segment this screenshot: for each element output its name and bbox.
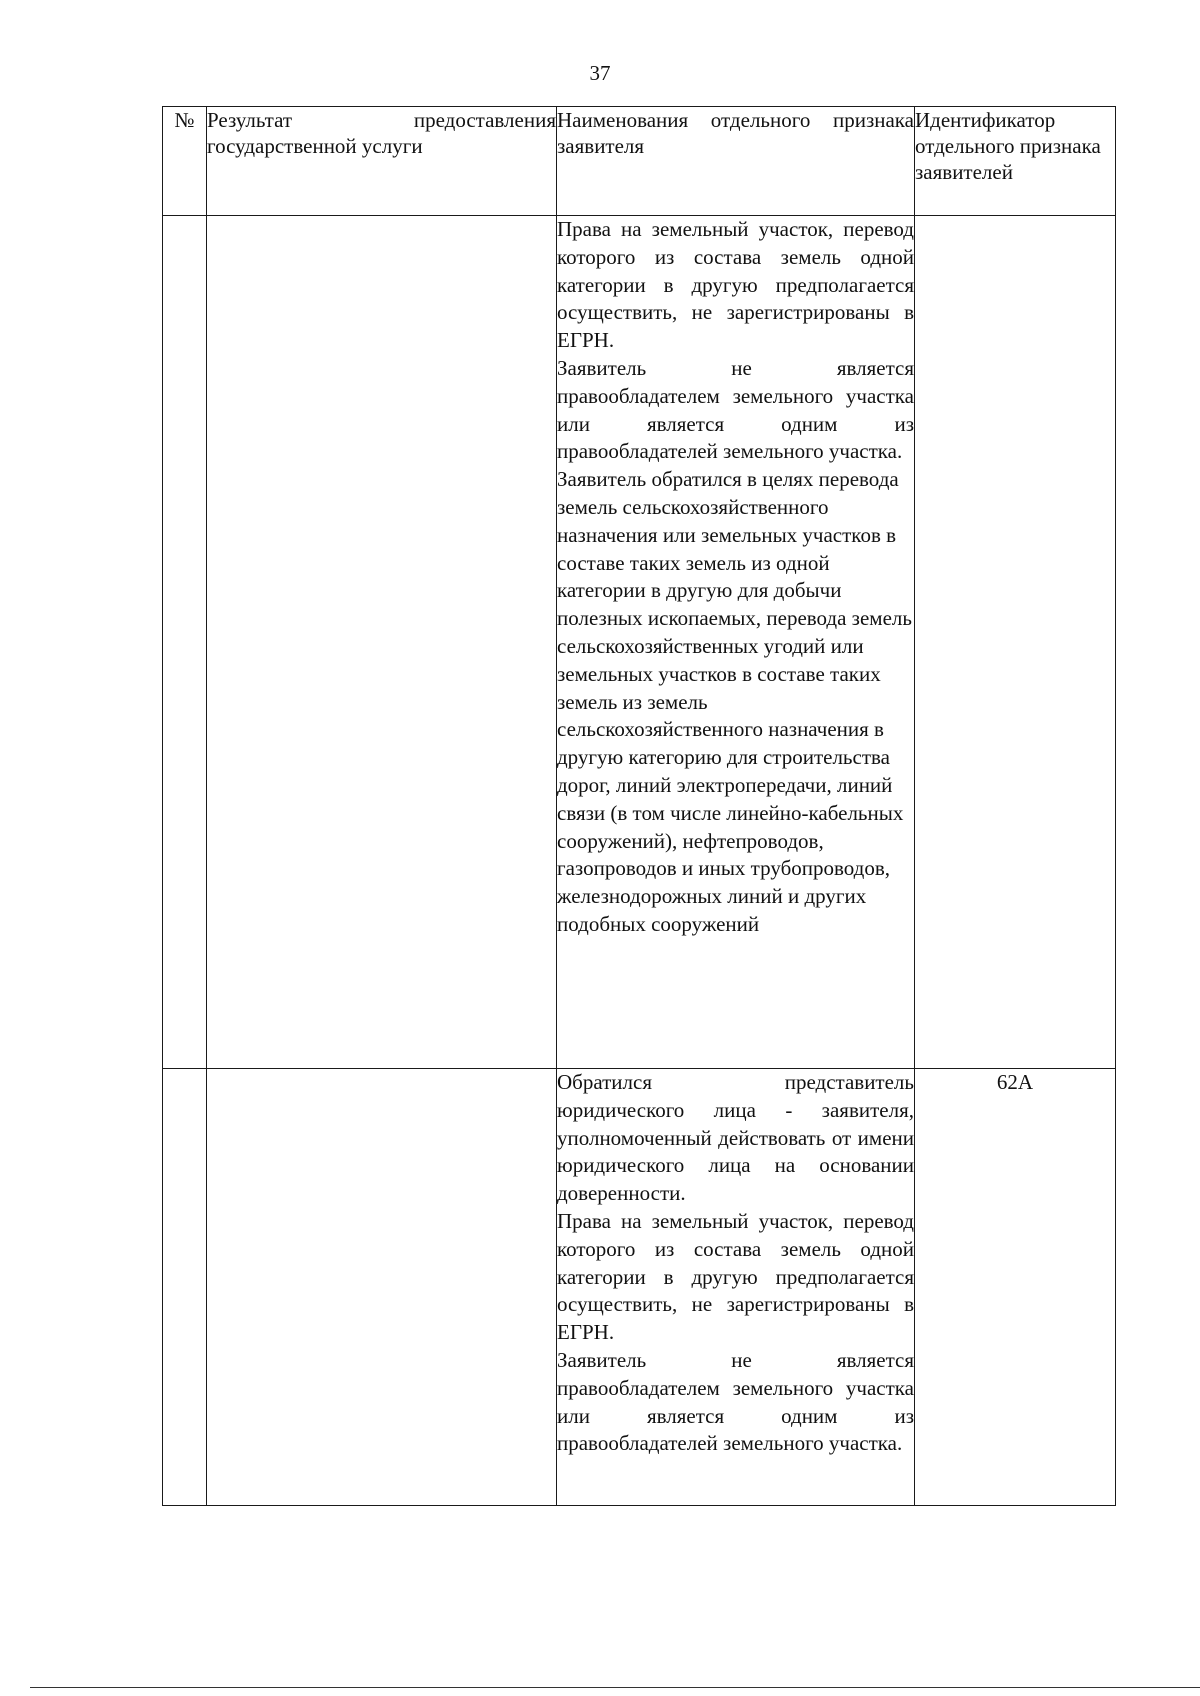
row-identifier: 62А <box>915 1069 1116 1506</box>
row-num <box>163 1069 207 1506</box>
row-identifier <box>915 216 1116 1069</box>
table-row <box>163 1069 1116 1506</box>
header-num: № <box>163 107 207 216</box>
page-number: 37 <box>589 61 611 85</box>
table-header-row <box>163 107 1116 216</box>
row-num <box>163 216 207 1069</box>
attribute-paragraph: Заявитель обратился в целях перевода земель сельскохозяйственного назначения или земельных участков в составе таких земель из одной категории в другую для добычи полезных ископаемых, перевода земель сельскохозяйственных угодий или земельных участков в составе таких земель из земель сельскохозяйственного назначения в другую категорию для строительства дорог, линий электропередачи, линий связи (в том числе линейно-кабельных сооружений), нефтепроводов, газопроводов и иных трубопроводов, железнодорожных линий и других подобных сооружений <box>557 467 912 936</box>
attribute-paragraph: Права на земельный участок, перевод которого из состава земель одной категории в другую предполагается осуществить, не зарегистрированы в ЕГРН. <box>557 217 914 353</box>
row-result <box>207 1069 557 1506</box>
row-attribute-name <box>557 216 915 1069</box>
header-identifier: Идентификатор отдельного признака заявителей <box>915 107 1116 216</box>
attribute-paragraph: Права на земельный участок, перевод которого из состава земель одной категории в другую предполагается осуществить, не зарегистрированы в ЕГРН. <box>557 1208 914 1345</box>
attribute-paragraph: Заявитель не является правообладателем земельного участка или является одним из правообладателей земельного участка. <box>557 355 914 464</box>
row-attribute-name <box>557 1069 915 1506</box>
attribute-paragraph: Заявитель не является правообладателем земельного участка или является одним из правообладателей земельного участка. <box>557 1347 914 1456</box>
header-result: Результат предоставления государственной услуги <box>207 107 557 216</box>
applicant-attributes-table <box>162 106 1116 1506</box>
bottom-rule <box>30 1687 1200 1688</box>
attribute-paragraph: Обратился представитель юридического лица - заявителя, уполномоченный действовать от имени юридического лица на основании доверенности. <box>557 1070 914 1206</box>
table-row <box>163 216 1116 1069</box>
row-result <box>207 216 557 1069</box>
header-attribute-name: Наименования отдельного признака заявителя <box>557 107 915 216</box>
